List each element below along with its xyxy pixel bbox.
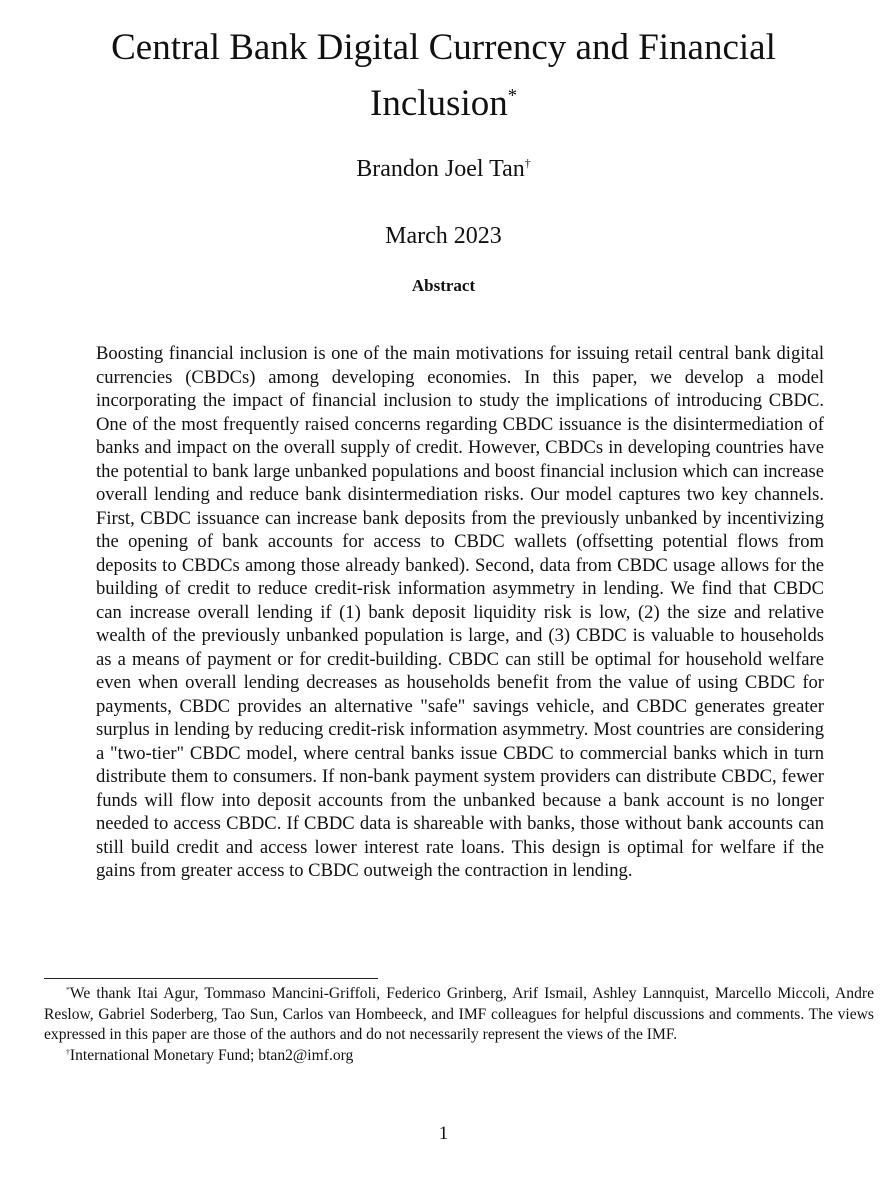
abstract-text: Boosting financial inclusion is one of the main motivations for issuing retail central bank digital currencies (CBDCs) among developing economies. In this paper, we develop a model incorporating the impact of financial inclusion to study the implications of introducing CBDC. One of the most frequently raised concerns regarding CBDC issuance is the disintermediation of banks and impact on the overall supply of credit. However, CBDCs in developing countries have the potential to bank large unbanked populations and boost financial inclusion which can increase overall lending and reduce bank disintermediation risks. Our model captures two key channels. First, CBDC issuance can increase bank deposits from the previously unbanked by incentivizing the opening of bank accounts for access to CBDC wallets (offsetting potential flows from deposits to CBDCs among those already banked). Second, data from CBDC usage allows for the building of credit to reduce credit-risk information asymmetry in lending. We find that CBDC can increase overall lending if (1) bank deposit liquidity risk is low, (2) the size and relative wealth of the previously unbanked population is large, and (3) CBDC is valuable to households as a means of payment or for credit-building. CBDC can still be optimal for household welfare even when overall lending decreases as households benefit from the value of using CBDC for payments, CBDC provides an alternative "safe" savings vehicle, and CBDC generates greater surplus in lending by reducing credit-risk information asymmetry. Most countries are considering a "two-tier" CBDC model, where central banks issue CBDC to commercial banks which in turn distribute them to consumers. If non-bank payment system providers can distribute CBDC, fewer funds will flow into deposit accounts from the unbanked because a bank account is no longer needed to access CBDC. If CBDC data is shareable with banks, those without bank accounts can still build credit and access lower interest rate loans. This design is optimal for welfare if the gains from greater access to CBDC outweigh the contraction in lending. (96, 343, 824, 881)
footnote-mark: * (66, 984, 70, 994)
footnote-affiliation (44, 1046, 874, 1067)
author-name: Brandon Joel Tan (356, 156, 525, 182)
abstract-heading: Abstract (411, 276, 476, 295)
footnote-divider (44, 978, 378, 979)
footnote-acknowledgements (44, 984, 874, 1046)
paper-title (60, 20, 827, 132)
page-number: 1 (438, 1123, 449, 1144)
footnote-mark: † (66, 1046, 70, 1056)
footnote-text: International Monetary Fund; btan2@imf.org (69, 1046, 354, 1064)
title-footnote-mark: * (507, 86, 517, 107)
footnotes (44, 984, 874, 1066)
footnote-text: We thank Itai Agur, Tommaso Mancini-Griffoli, Federico Grinberg, Arif Ismail, Ashley Lannquist, Marcello Miccoli, Andre Reslow, Gabriel Soderberg, Tao Sun, Carlos van Hombeeck, and IMF colleagues for helpful discussions and comments. The views expressed in this paper are those of the authors and do not necessarily represent the views of the IMF. (44, 985, 874, 1043)
paper-title-text: Central Bank Digital Currency and Financial Inclusion (111, 27, 776, 124)
paper-date: March 2023 (385, 223, 502, 249)
author-footnote-mark: † (524, 156, 531, 170)
paper-author (0, 151, 887, 187)
